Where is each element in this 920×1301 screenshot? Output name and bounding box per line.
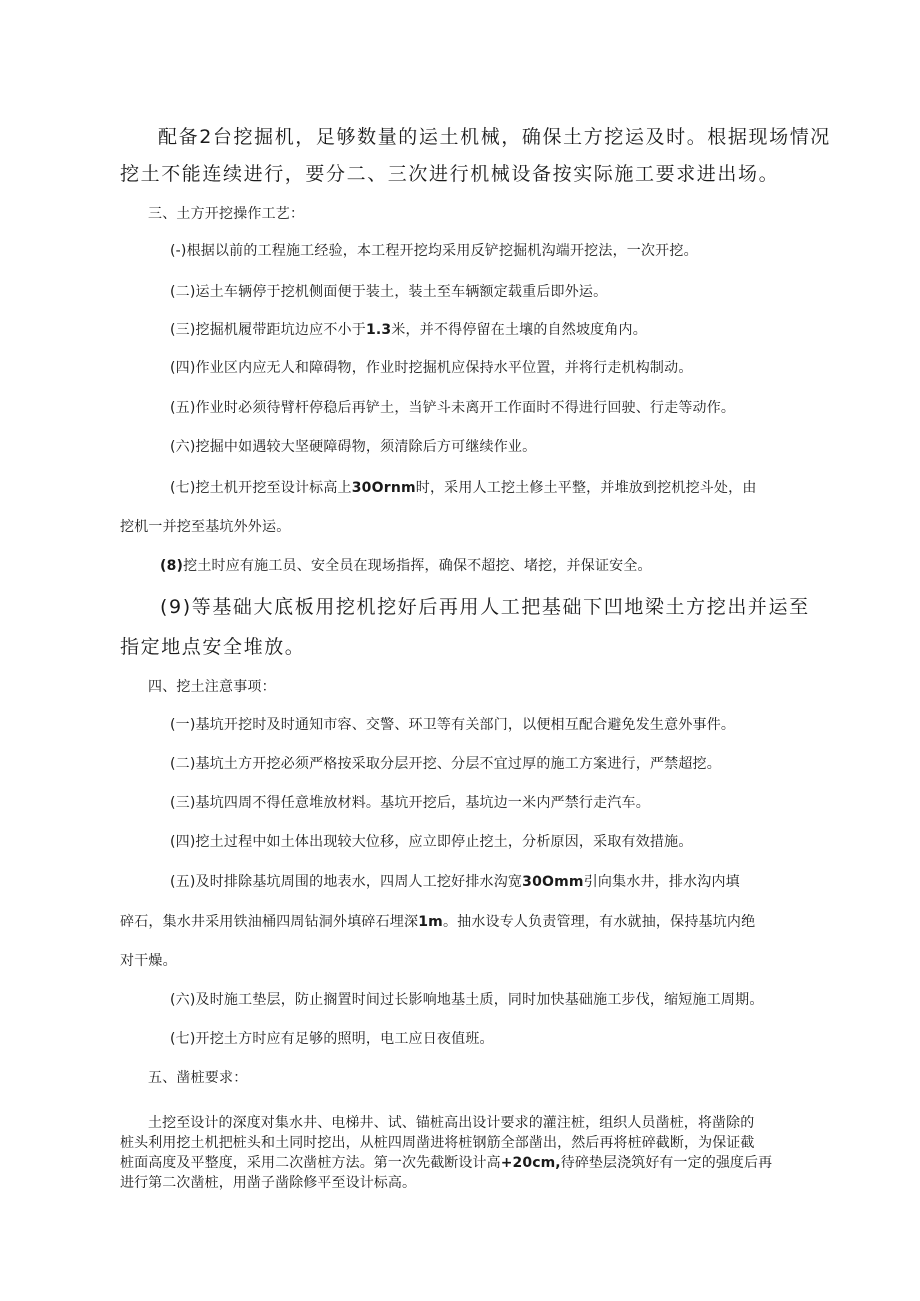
section-3-item-7 — [170, 477, 757, 497]
section-3-item-9-line-2: 指定地点安全堆放。 — [120, 636, 306, 658]
section-3-item-7-cont: 挖机一并挖至基坑外外运。 — [120, 519, 291, 535]
section-4-item-6: (六)及时施工垫层，防止搁置时间过长影响地基土质，同时加快基础施工步伐，缩短施工周期。 — [170, 992, 764, 1008]
section-5-para-line-1: 土挖至设计的深度对集水井、电梯井、试、锚桩高出设计要求的灌注桩，组织人员凿桩，将凿除的 — [148, 1115, 755, 1131]
section-5-para-line-3 — [120, 1152, 772, 1172]
item-5-depth: 1m — [418, 914, 443, 930]
item-5-text-d: 。抽水设专人负责管理，有水就抽，保持基坑内绝 — [442, 914, 756, 930]
section-3-item-3 — [170, 319, 647, 339]
item-5-text-c: 碎石，集水井采用铁油桶四周钻洞外填碎石埋深 — [120, 914, 419, 930]
section-4-item-5-end: 对干燥。 — [120, 953, 177, 969]
section-3-item-1: (-)根据以前的工程施工经验，本工程开挖均采用反铲挖掘机沟端开挖法，一次开挖。 — [170, 243, 698, 259]
para-3-number: +20cm, — [500, 1155, 561, 1171]
section-4-item-5-cont — [120, 911, 755, 931]
section-3-item-5: (五)作业时必须待臂杆停稳后再铲土，当铲斗未离开工作面时不得进行回驶、行走等动作。 — [170, 400, 736, 416]
section-5-heading: 五、凿桩要求： — [148, 1070, 248, 1086]
section-3-item-8 — [160, 555, 652, 575]
item-5-number: 30Omm — [522, 874, 584, 890]
intro-line-1: 配备2台挖掘机，足够数量的运土机械，确保土方挖运及时。根据现场情况 — [158, 126, 831, 148]
item-7-text-a: (七)挖土机开挖至设计标高上 — [170, 480, 352, 496]
item-8-number: (8) — [160, 558, 184, 574]
item-5-text-b: 引向集水井，排水沟内填 — [583, 874, 740, 890]
section-4-item-2: (二)基坑土方开挖必须严格按采取分层开挖、分层不宜过厚的施工方案进行，严禁超挖。 — [170, 756, 721, 772]
section-3-item-2: (二)运土车辆停于挖机侧面便于装土，装土至车辆额定载重后即外运。 — [170, 284, 608, 300]
section-4-item-3: (三)基坑四周不得任意堆放材料。基坑开挖后，基坑边一米内严禁行走汽车。 — [170, 795, 650, 811]
item-8-text: 挖土时应有施工员、安全员在现场指挥，确保不超挖、堵挖，并保证安全。 — [183, 558, 652, 574]
section-5-para-line-4: 进行第二次凿桩，用凿子凿除修平至设计标高。 — [120, 1175, 417, 1191]
section-5-para-line-2: 桩头利用挖土机把桩头和土同时挖出，从桩四周凿进将桩钢筋全部凿出，然后再将桩碎截断，为保证截 — [120, 1135, 755, 1151]
section-3-item-6: (六)挖掘中如遇较大坚硬障碍物，须清除后方可继续作业。 — [170, 439, 537, 455]
item-5-text-a: (五)及时排除基坑周围的地表水，四周人工挖好排水沟宽 — [170, 874, 523, 890]
section-4-item-5 — [170, 871, 740, 891]
section-3-heading: 三、土方开挖操作工艺： — [148, 206, 305, 222]
section-3-item-4: (四)作业区内应无人和障碍物，作业时挖掘机应保持水平位置，并将行走机构制动。 — [170, 360, 693, 376]
item-3-number: 1.3 — [365, 322, 392, 338]
item-7-text-b: 时，采用人工挖土修土平整，并堆放到挖机挖斗处，由 — [415, 480, 757, 496]
para-3-text-b: 待碎垫层浇筑好有一定的强度后再 — [560, 1155, 773, 1171]
item-3-text-b: 米，并不得停留在土壤的自然坡度角内。 — [391, 322, 647, 338]
intro-line-2: 挖土不能连续进行，要分二、三次进行机械设备按实际施工要求进出场。 — [120, 163, 780, 185]
section-4-heading: 四、挖土注意事项： — [148, 679, 276, 695]
section-3-item-9-line-1: (9)等基础大底板用挖机挖好后再用人工把基础下凹地梁土方挖出并运至 — [160, 596, 810, 618]
section-4-item-7: (七)开挖土方时应有足够的照明，电工应日夜值班。 — [170, 1031, 494, 1047]
section-4-item-4: (四)挖土过程中如土体出现较大位移，应立即停止挖土，分析原因，采取有效措施。 — [170, 834, 693, 850]
para-3-text-a: 桩面高度及平整度，采用二次凿桩方法。第一次先截断设计高 — [120, 1155, 501, 1171]
item-7-number: 30Ornm — [351, 480, 416, 496]
section-4-item-1: (一)基坑开挖时及时通知市容、交警、环卫等有关部门，以便相互配合避免发生意外事件。 — [170, 717, 736, 733]
item-3-text-a: (三)挖掘机履带距坑边应不小于 — [170, 322, 366, 338]
